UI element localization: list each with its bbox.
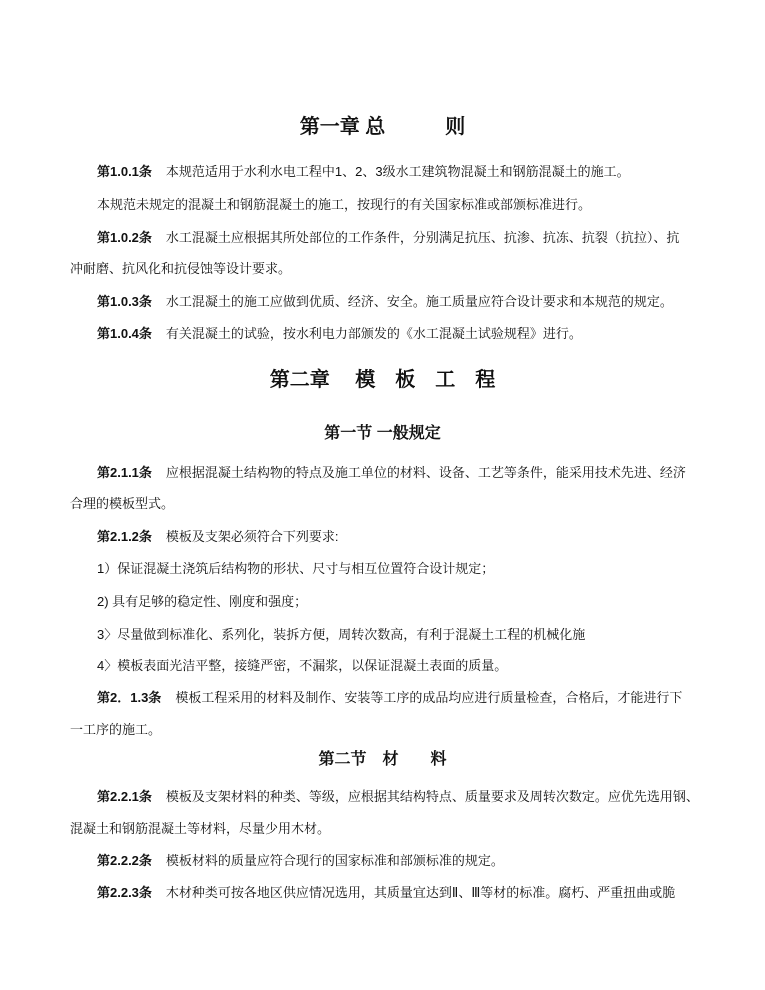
section-1-title: 第一节 一般规定 <box>324 425 441 442</box>
article-text: 应根据混凝土结构物的特点及施工单位的材料、设备、工艺等条件，能采用技术先进、经济 <box>165 465 686 480</box>
article-text: 有关混凝土的试验，按水利电力部颁发的《水工混凝土试验规程》进行。 <box>165 326 582 341</box>
article-text: 模板及支架材料的种类、等级，应根据其结构特点、质量要求及周转次数定。应优先选用钢、 <box>165 789 699 804</box>
article-number: 第2．1.3条 <box>97 690 162 705</box>
article-1-0-4 <box>97 326 582 342</box>
article-text: 水工混凝土的施工应做到优质、经济、安全。施工质量应符合设计要求和本规范的规定。 <box>165 294 673 309</box>
paragraph: 本规范未规定的混凝土和钢筋混凝土的施工，按现行的有关国家标准或部颁标准进行。 <box>97 197 592 212</box>
article-number: 第2.2.1条 <box>97 789 152 804</box>
chapter-1-title: 第一章 总 则 <box>299 116 466 138</box>
list-item: 1）保证混凝土浇筑后结构物的形状、尺寸与相互位置符合设计规定； <box>97 561 495 576</box>
article-2-1-3 <box>97 690 682 706</box>
article-number: 第2.2.2条 <box>97 853 152 868</box>
article-text-cont: 混凝土和钢筋混凝土等材料，尽量少用木材。 <box>70 821 331 836</box>
article-1-0-3 <box>97 294 673 310</box>
article-number: 第1.0.1条 <box>97 164 152 179</box>
article-text: 木材种类可按各地区供应情况选用，其质量宜达到Ⅱ、Ⅲ等材的标准。腐朽、严重扭曲或脆 <box>165 885 676 900</box>
list-item: 4〉模板表面光洁平整，接缝严密，不漏浆，以保证混凝土表面的质量。 <box>97 658 508 673</box>
article-1-0-1 <box>97 164 630 180</box>
article-text-cont: 合理的模板型式。 <box>70 496 175 511</box>
article-number: 第1.0.3条 <box>97 294 152 309</box>
article-2-1-2 <box>97 529 339 545</box>
article-number: 第2.2.3条 <box>97 885 152 900</box>
article-text-cont: 冲耐磨、抗风化和抗侵蚀等设计要求。 <box>70 261 292 276</box>
list-item: 3〉尽量做到标准化、系列化，装拆方便，周转次数高，有利于混凝土工程的机械化施 <box>97 627 586 642</box>
section-2-title: 第二节 材 料 <box>318 751 447 768</box>
article-2-2-1 <box>97 789 699 805</box>
article-number: 第1.0.2条 <box>97 230 152 245</box>
article-2-2-3 <box>97 885 675 901</box>
chapter-2-title: 第二章 模 板 工 程 <box>269 369 496 391</box>
article-1-0-2 <box>97 230 679 246</box>
article-number: 第2.1.2条 <box>97 529 152 544</box>
article-2-2-2 <box>97 853 504 869</box>
article-text: 模板工程采用的材料及制作、安装等工序的成品均应进行质量检查，合格后，才能进行下 <box>175 690 683 705</box>
article-number: 第2.1.1条 <box>97 465 152 480</box>
article-text-cont: 一工序的施工。 <box>70 722 162 737</box>
article-text: 模板材料的质量应符合现行的国家标准和部颁标准的规定。 <box>165 853 504 868</box>
article-number: 第1.0.4条 <box>97 326 152 341</box>
list-item: 2) 具有足够的稳定性、刚度和强度； <box>97 594 308 609</box>
article-text: 模板及支架必须符合下列要求: <box>165 529 339 544</box>
article-text: 水工混凝土应根据其所处部位的工作条件，分别满足抗压、抗渗、抗冻、抗裂（抗拉）、抗 <box>165 230 680 245</box>
article-text: 本规范适用于水利水电工程中1、2、3级水工建筑物混凝土和钢筋混凝土的施工。 <box>165 164 630 179</box>
article-2-1-1 <box>97 465 686 481</box>
